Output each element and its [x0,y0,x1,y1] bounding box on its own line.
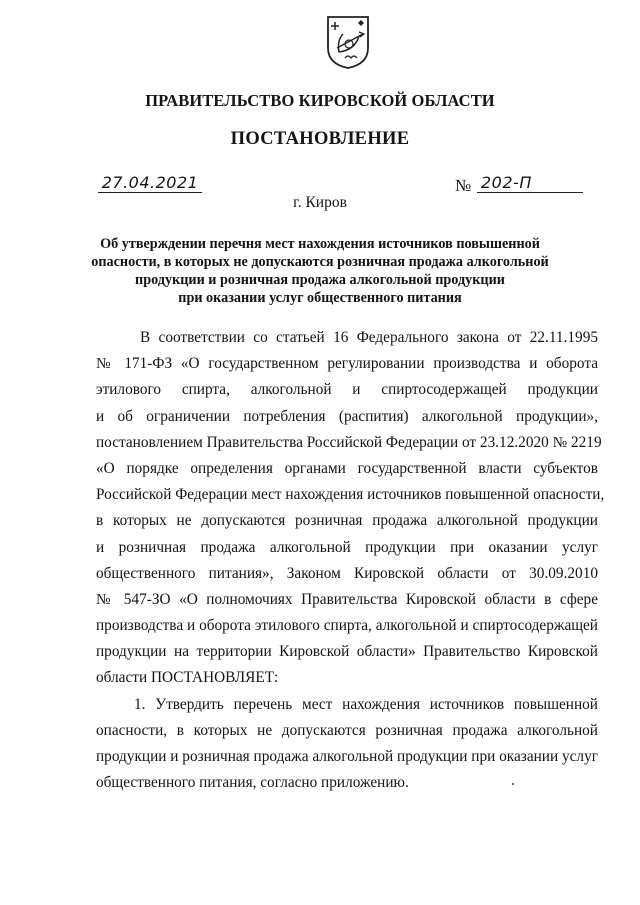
number-label: № [455,176,472,195]
city-label: г. Киров [293,194,347,211]
heading-line: продукции и розничная продажа алкогольной продукции [135,272,505,288]
item-1-line: опасности, в которых не допускаются розничная продажа алкогольной [96,721,598,739]
document-type-title: ПОСТАНОВЛЕНИЕ [230,129,410,149]
preamble-line: этилового спирта, алкогольной и спиртосодержащей продукции [96,381,598,399]
document-date: 27.04.2021 [98,174,202,193]
preamble-line: В соответствии со статьей 16 Федерального закона от 22.11.1995 [140,329,598,346]
preamble-line: «О порядке определения органами государственной власти субъектов [96,459,598,477]
document-body [96,325,605,796]
item-1-line: продукции и розничная продажа алкогольной продукции при оказании услуг [96,748,598,765]
preamble-line: области ПОСТАНОВЛЯЕТ: [96,669,279,687]
preamble-line: Российской Федерации мест нахождения источников повышенной опасности, [96,486,605,504]
document-number: 202-П [477,174,583,193]
item-1-line: 1. Утвердить перечень мест нахождения источников повышенной [134,695,598,713]
preamble-line: и розничная продажа алкогольной продукции при оказании услуг [96,538,598,556]
preamble-line: и об ограничении потребления (распития) алкогольной продукции», [96,407,598,425]
document-heading [0,235,640,307]
heading-line: при оказании услуг общественного питания [178,290,462,306]
scan-speck [512,783,514,785]
preamble-line: производства и оборота этилового спирта, алкогольной и спиртосодержащей [96,617,598,635]
government-title: ПРАВИТЕЛЬСТВО КИРОВСКОЙ ОБЛАСТИ [145,91,495,110]
preamble-line: № 171-ФЗ «О государственном регулировании производства и оборота [96,355,598,373]
preamble-line: № 547-ЗО «О полномочиях Правительства Кировской области в сфере [96,590,598,608]
preamble-line: в которых не допускаются розничная продажа алкогольной продукции [96,512,598,530]
preamble-line: постановлением Правительства Российской Федерации от 23.12.2020 № 2219 [96,433,602,451]
heading-line: Об утверждении перечня мест нахождения источников повышенной [100,236,540,252]
heading-line: опасности, в которых не допускаются розничная продажа алкогольной [91,254,549,270]
item-1-line: общественного питания, согласно приложению. [96,774,409,792]
preamble-line: продукции на территории Кировской области» Правительство Кировской [96,643,598,661]
preamble-line: общественного питания», Законом Кировской области от 30.09.2010 [96,564,598,582]
coat-of-arms-icon [325,14,371,70]
